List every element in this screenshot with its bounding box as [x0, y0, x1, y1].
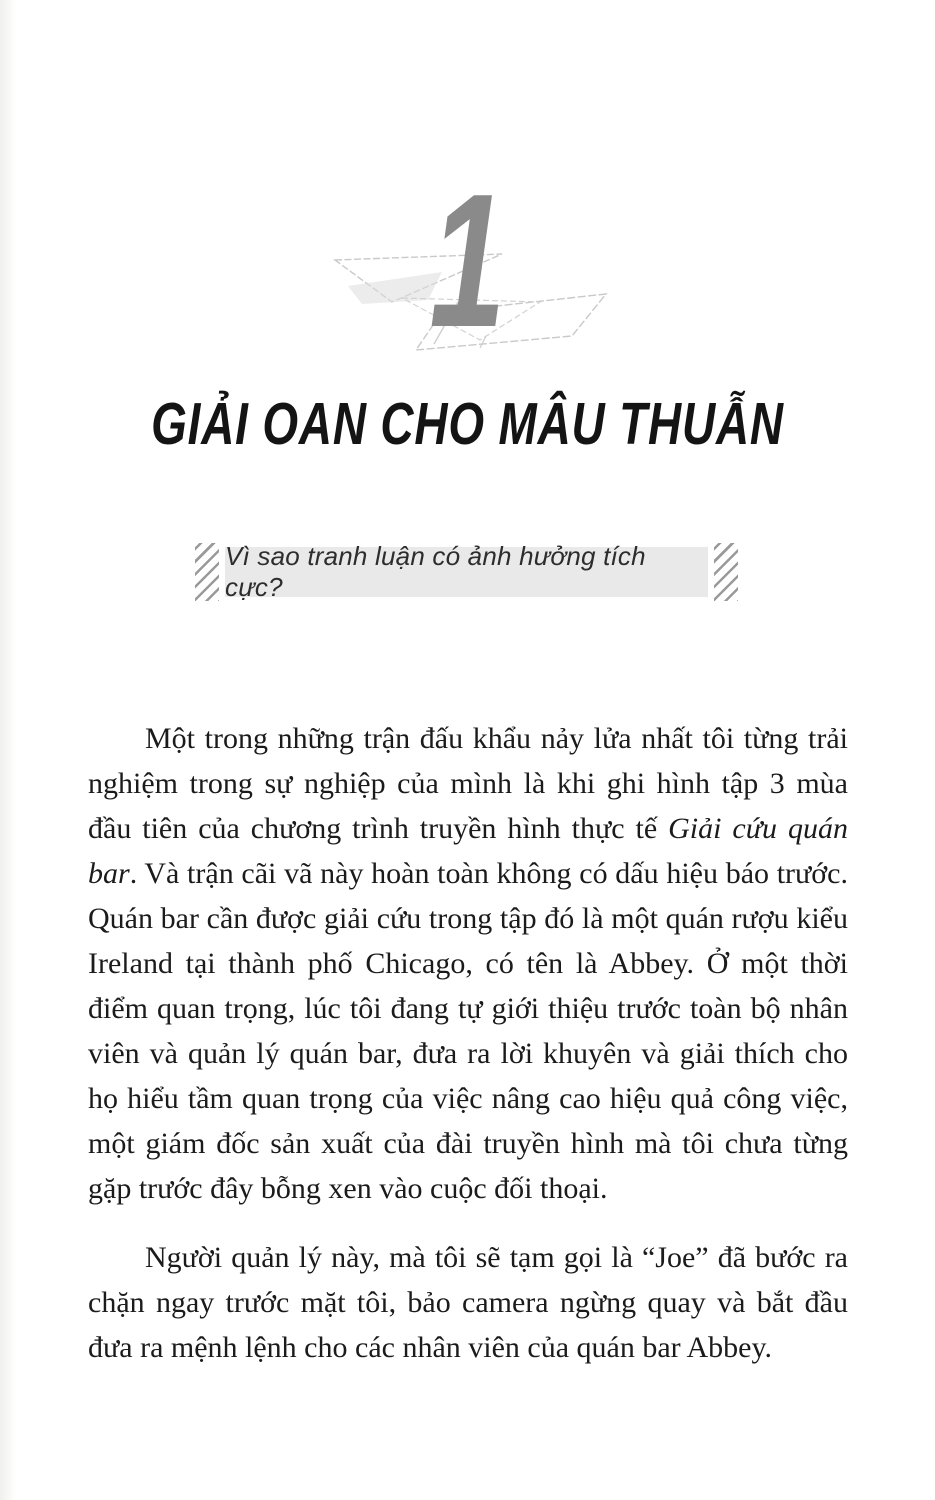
- paragraph-1-text: Một trong những trận đấu khẩu nảy lửa nhất tôi từng trải nghiệm trong sự nghiệp của mình là khi ghi hình tập 3 mùa đầu tiên của chương trình truyền hình thực tế: [88, 722, 848, 845]
- body-text-block: [88, 716, 848, 1370]
- subtitle-band: [225, 541, 708, 602]
- paragraph-1: [88, 716, 848, 1211]
- hatch-right-icon: [714, 543, 738, 601]
- hatch-left-icon: [195, 543, 219, 601]
- chapter-title: GIẢI OAN CHO MÂU THUẪN: [151, 390, 784, 457]
- tv-show-title: Giải cứu quán bar: [88, 812, 848, 890]
- paragraph-1-continued: . Và trận cãi vã này hoàn toàn không có dấu hiệu báo trước. Quán bar cần được giải cứu trong tập đó là một quán rượu kiểu Ireland tại thành phố Chicago, có tên là Abbey. Ở một thời điểm quan trọng, lúc tôi đang tự giới thiệu trước toàn bộ nhân viên và quản lý quán bar, đưa ra lời khuyên và giải thích cho họ hiểu tầm quan trọng của việc nâng cao hiệu quả công việc, một giám đốc sản xuất của đài truyền hình mà tôi chưa từng gặp trước đây bỗng xen vào cuộc đối thoại.: [88, 857, 848, 1205]
- chapter-subtitle: Vì sao tranh luận có ảnh hưởng tích cực?: [225, 541, 646, 602]
- chapter-number: 1: [429, 155, 506, 367]
- subtitle-banner: [195, 541, 738, 603]
- paragraph-2: Người quản lý này, mà tôi sẽ tạm gọi là “Joe” đã bước ra chặn ngay trước mặt tôi, bảo camera ngừng quay và bắt đầu đưa ra mệnh lệnh cho các nhân viên của quán bar Abbey.: [88, 1241, 848, 1364]
